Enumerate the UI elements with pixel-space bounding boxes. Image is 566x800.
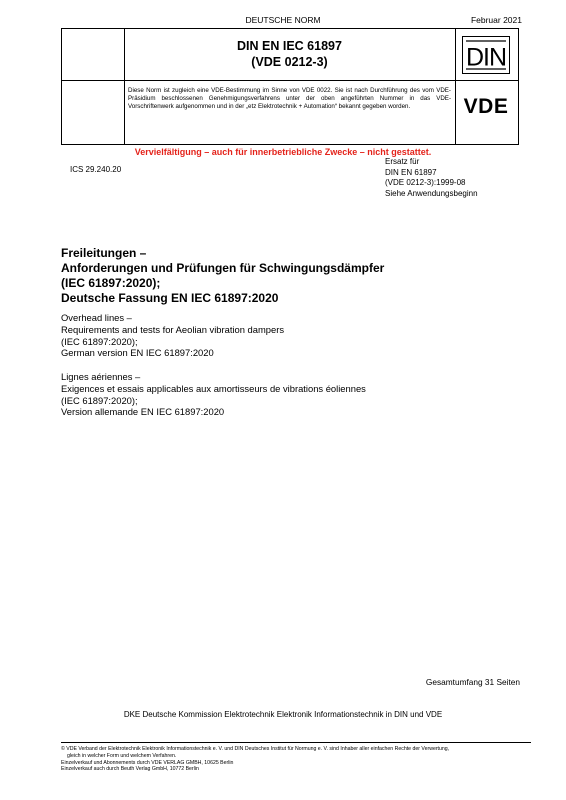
copyright-line: gleich in welcher Form und welchem Verfahren. (67, 752, 177, 759)
title-block-right-rule (455, 28, 456, 145)
sales-info: Einzelverkauf auch durch Beuth Verlag GmbH, 10772 Berlin (61, 766, 199, 773)
title-german-line: Anforderungen und Prüfungen für Schwingungsdämpfer (61, 261, 385, 275)
copyright-line: © VDE Verband der Elektrotechnik Elektronik Informationstechnik e. V. und DIN Deutsches Institut für Normung e. V. sind Inhaber aller einfachen Rechte der Verwertung, (61, 746, 450, 752)
publication-date: Februar 2021 (470, 15, 522, 25)
copyright-footer (61, 746, 531, 773)
sales-info: Einzelverkauf und Abonnements durch VDE VERLAG GMBH, 10625 Berlin (61, 759, 234, 766)
title-english-line: Overhead lines – (61, 312, 132, 323)
din-logo-text: DIN (465, 43, 507, 72)
document-number-block (124, 38, 455, 70)
footer-divider (61, 742, 531, 743)
title-block-divider (61, 80, 519, 81)
application-start-note: Siehe Anwendungsbeginn (385, 188, 478, 198)
din-logo (462, 36, 510, 74)
total-pages: Gesamtumfang 31 Seiten (425, 677, 520, 687)
title-english-line: Requirements and tests for Aeolian vibration dampers (61, 323, 285, 335)
title-english-line: German version EN IEC 61897:2020 (61, 347, 214, 359)
ics-code: ICS 29.240.20 (70, 165, 122, 174)
replacement-label: Ersatz für (385, 157, 420, 166)
title-german (61, 246, 521, 306)
replaced-standard-vde: (VDE 0212-3):1999-08 (385, 178, 466, 187)
vde-logo (459, 92, 513, 118)
committee-name: DKE Deutsche Kommission Elektrotechnik Elektronik Informationstechnik in DIN und VDE (123, 710, 443, 719)
standard-type-label: DEUTSCHE NORM (245, 15, 321, 25)
title-french-line: Exigences et essais applicables aux amortisseurs de vibrations éoliennes (61, 382, 366, 394)
replaced-standard: DIN EN 61897 (385, 167, 437, 177)
title-french-line: Lignes aériennes – (61, 371, 141, 382)
title-english (61, 312, 521, 359)
replacement-info (385, 157, 478, 199)
vde-classification: (VDE 0212-3) (251, 55, 328, 69)
title-german-line: (IEC 61897:2020); (61, 276, 161, 290)
title-german-line: Deutsche Fassung EN IEC 61897:2020 (61, 291, 279, 305)
vde-notice: Diese Norm ist zugleich eine VDE-Bestimmung im Sinne von VDE 0022. Sie ist nach Durchführung des vom VDE-Präsidium beschlossenen Genehmigungsverfahrens unter der oben angeführten Nummer in das VDE-Vorschriftenwerk aufgenommen und in der „etz Elektrotechnik + Automation“ bekannt gegeben worden. (128, 87, 451, 111)
title-french-line: Version allemande EN IEC 61897:2020 (61, 406, 225, 418)
title-german-line: Freileitungen – (61, 246, 147, 260)
reproduction-warning: Vervielfältigung – auch für innerbetriebliche Zwecke – nicht gestattet. (134, 147, 432, 157)
document-number: DIN EN IEC 61897 (237, 39, 342, 53)
title-french (61, 371, 521, 418)
title-english-line: (IEC 61897:2020); (61, 335, 138, 347)
title-french-line: (IEC 61897:2020); (61, 394, 138, 406)
vde-logo-text: VDE (463, 95, 509, 118)
